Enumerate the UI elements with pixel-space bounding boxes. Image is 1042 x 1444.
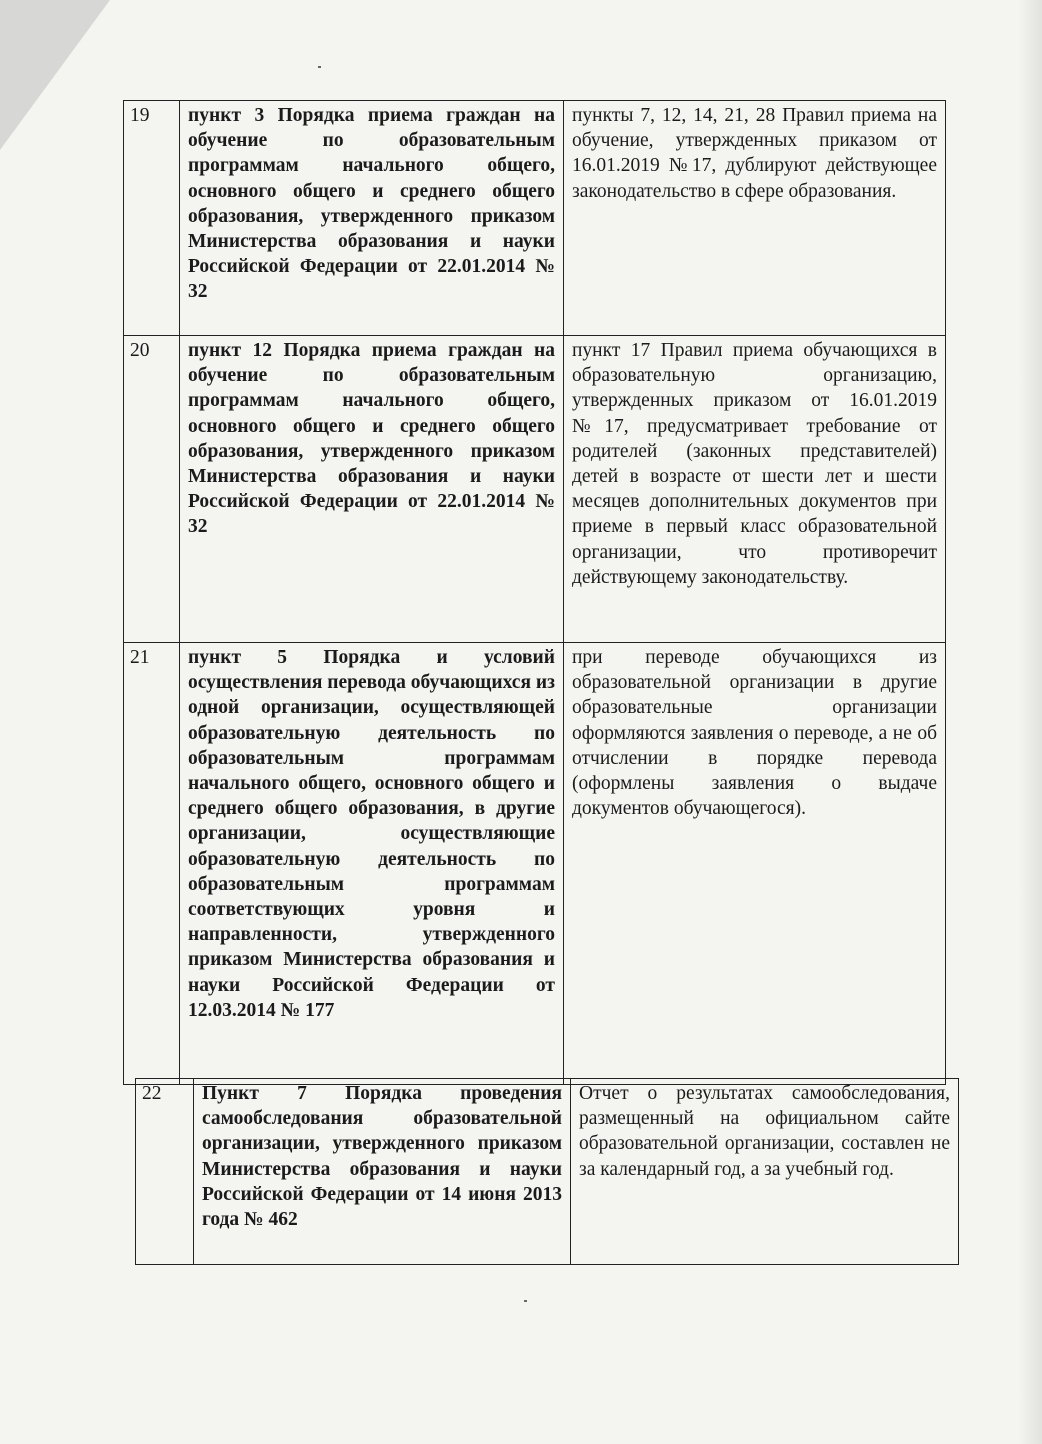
table-row bbox=[124, 643, 946, 1085]
legal-provision: Пункт 7 Порядка проведения самообследования образовательной организации, утвержденного приказом Министерства образования и науки Российской Федерации от 14 июня 2013 года № 462 bbox=[194, 1079, 571, 1265]
scan-shadow-edge bbox=[1018, 0, 1042, 1444]
scan-shadow-corner bbox=[0, 0, 110, 150]
violation-description: при переводе обучающихся из образовательной организации в другие образовательные организации оформляются заявления о переводе, а не об отчислении в порядке перевода (оформлены заявления о выдаче документов обучающегося). bbox=[564, 643, 946, 1085]
table-row bbox=[124, 101, 946, 336]
findings-table-continued bbox=[135, 1078, 959, 1265]
row-number: 22 bbox=[136, 1079, 194, 1265]
row-number: 21 bbox=[124, 643, 180, 1085]
findings-table bbox=[123, 100, 946, 1085]
table-row bbox=[136, 1079, 959, 1265]
legal-provision: пункт 12 Порядка приема граждан на обучение по образовательным программам начального общего, основного общего и среднего общего образования, утвержденного приказом Министерства образования и науки Российской Федерации от 22.01.2014 № 32 bbox=[180, 336, 564, 643]
row-number: 19 bbox=[124, 101, 180, 336]
violation-description: пункты 7, 12, 14, 21, 28 Правил приема на обучение, утвержденных приказом от 16.01.2019 №17, дублируют действующее законодательство в сфере образования. bbox=[564, 101, 946, 336]
scan-speck bbox=[318, 66, 321, 68]
violation-description: пункт 17 Правил приема обучающихся в образовательную организацию, утвержденных приказом от 16.01.2019 №17, предусматривает требование от родителей (законных представителей) детей в возрасте от шести лет и шести месяцев дополнительных документов при приеме в первый класс образовательной организации, что противоречит действующему законодательству. bbox=[564, 336, 946, 643]
row-number: 20 bbox=[124, 336, 180, 643]
legal-provision: пункт 5 Порядка и условий осуществления перевода обучающихся из одной организации, осуществляющей образовательную деятельность по образовательным программам начального общего, основного общего и среднего общего образования, в другие организации, осуществляющие образовательную деятельность по образовательным программам соответствующих уровня и направленности, утвержденного приказом Министерства образования и науки Российской Федерации от 12.03.2014 № 177 bbox=[180, 643, 564, 1085]
legal-provision: пункт 3 Порядка приема граждан на обучение по образовательным программам начального общего, основного общего и среднего общего образования, утвержденного приказом Министерства образования и науки Российской Федерации от 22.01.2014 № 32 bbox=[180, 101, 564, 336]
table-row bbox=[124, 336, 946, 643]
violation-description: Отчет о результатах самообследования, размещенный на официальном сайте образовательной организации, составлен не за календарный год, а за учебный год. bbox=[571, 1079, 959, 1265]
scan-speck bbox=[524, 1300, 527, 1302]
